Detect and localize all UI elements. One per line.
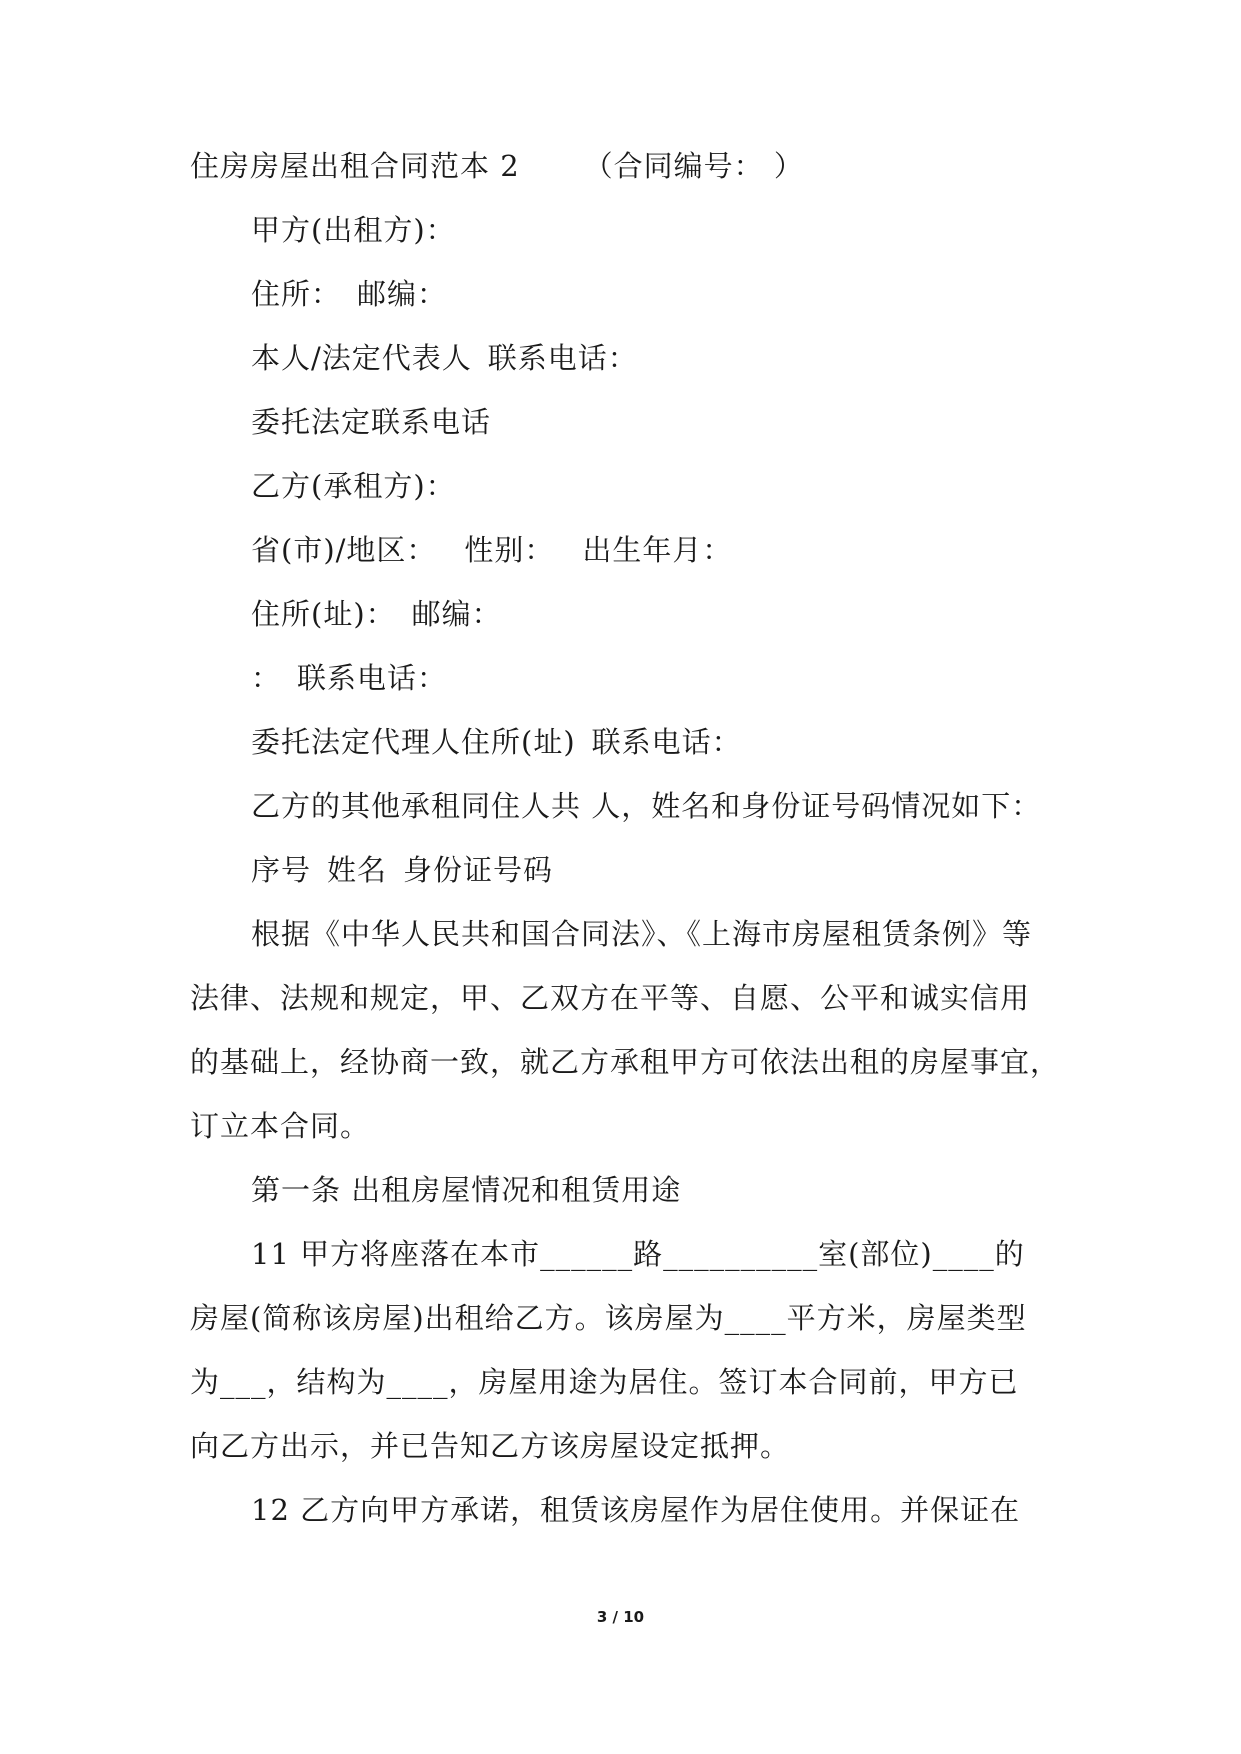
phone-label: 联系电话： [487, 341, 638, 375]
column-id-number: 身份证号码 [403, 853, 554, 887]
party-b-agent-line [251, 722, 742, 762]
preamble-line-2: 法律、法规和规定，甲、乙双方在平等、自愿、公平和诚实信用 [190, 981, 1031, 1015]
party-a-line: 甲方(出租方)： [251, 213, 456, 247]
column-name: 姓名 [327, 853, 388, 887]
clause-11-line-3: 为___，结构为____，房屋用途为居住。签订本合同前，甲方已 [190, 1365, 1019, 1399]
phone-label: 联系电话： [297, 661, 448, 695]
clause-11-line-4: 向乙方出示，并已告知乙方该房屋设定抵押。 [190, 1429, 791, 1463]
preamble-line-3: 的基础上，经协商一致，就乙方承租甲方可依法出租的房屋事宜， [190, 1045, 1061, 1079]
clause-11-line-2: 房屋(简称该房屋)出租给乙方。该房屋为____平方米，房屋类型 [190, 1301, 1027, 1335]
gender-label: 性别： [464, 533, 555, 567]
preamble-line-4: 订立本合同。 [190, 1109, 371, 1143]
region-label: 省(市)/地区： [251, 533, 437, 567]
clause-11-line-1: 11 甲方将座落在本市______路__________室(部位)____的 [251, 1237, 1025, 1271]
birth-label: 出生年月： [582, 533, 733, 567]
postcode-label: 邮编： [411, 597, 502, 631]
party-a-rep-line [251, 338, 638, 378]
article-1-title: 第一条 出租房屋情况和租赁用途 [251, 1173, 682, 1207]
agent-label: 委托法定代理人住所(址) [251, 725, 576, 759]
party-a-address-line [251, 274, 447, 314]
column-number: 序号 [251, 853, 312, 887]
preamble-line-1: 根据《中华人民共和国合同法》、《上海市房屋租赁条例》等 [251, 917, 1033, 951]
document-title: 住房房屋出租合同范本 2 [190, 149, 520, 183]
phone-label: 联系电话： [591, 725, 742, 759]
representative-label: 本人/法定代表人 [251, 341, 472, 375]
colon-label: ： [251, 661, 282, 695]
postcode-label: 邮编： [357, 277, 448, 311]
party-b-line: 乙方(承租方)： [251, 469, 456, 503]
document-title-line [190, 146, 804, 186]
party-b-address-line [251, 594, 502, 634]
cotenant-table-header [251, 850, 553, 890]
address-label: 住所(址)： [251, 597, 396, 631]
party-a-agent-line: 委托法定联系电话 [251, 405, 492, 439]
party-b-info-line [251, 530, 732, 570]
party-b-phone-line [251, 658, 447, 698]
clause-12-line-1: 12 乙方向甲方承诺，租赁该房屋作为居住使用。并保证在 [251, 1493, 1021, 1527]
cotenants-line: 乙方的其他承租同住人共 人，姓名和身份证号码情况如下： [251, 789, 1042, 823]
contract-number: （合同编号： ） [583, 149, 804, 183]
address-label: 住所： [251, 277, 342, 311]
page-number: 3 / 10 [596, 1608, 645, 1626]
